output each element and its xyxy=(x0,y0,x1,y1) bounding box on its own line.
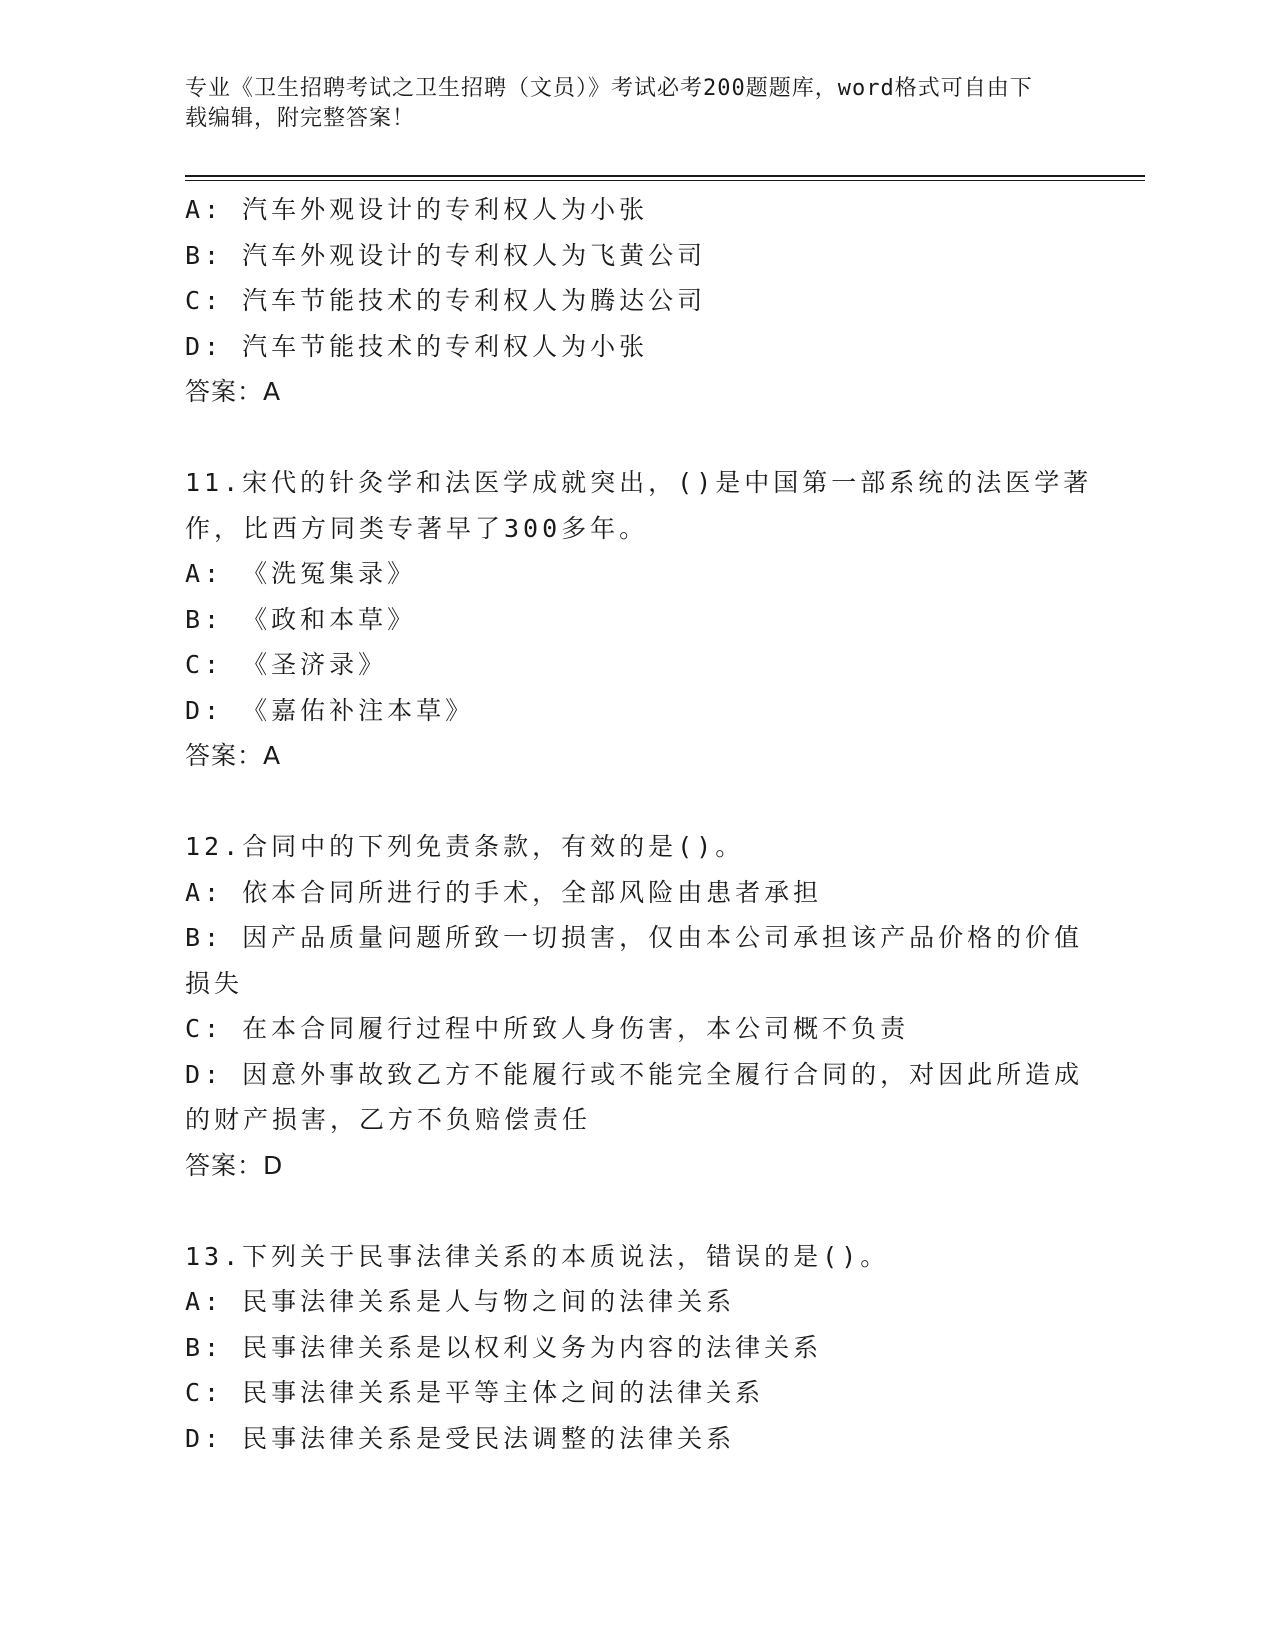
option-c: C: 在本合同履行过程中所致人身伤害，本公司概不负责 xyxy=(185,1014,910,1043)
question-stem: 12.合同中的下列免责条款，有效的是()。 xyxy=(185,832,745,861)
question-stem: 13.下列关于民事法律关系的本质说法，错误的是()。 xyxy=(185,1241,890,1271)
spacer xyxy=(185,1188,1065,1234)
question-12 xyxy=(185,824,1084,1188)
spacer xyxy=(185,779,1065,825)
question-block-previous xyxy=(185,187,1065,415)
answer-line: 答案：A xyxy=(185,377,282,406)
option-c: C: 《圣济录》 xyxy=(185,650,388,679)
option-d: D: 汽车节能技术的专利权人为小张 xyxy=(185,331,649,361)
option-a: A: 汽车外观设计的专利权人为小张 xyxy=(185,195,649,224)
option-b: B: 汽车外观设计的专利权人为飞黄公司 xyxy=(185,240,707,270)
option-d: D: 《嘉佑补注本草》 xyxy=(185,695,475,725)
header-divider-thin xyxy=(185,180,1145,181)
option-d: D: 因意外事故致乙方不能履行或不能完全履行合同的，对因此所造成 xyxy=(185,1059,1084,1089)
answer-line: 答案：A xyxy=(185,741,282,770)
option-a: A: 《洗冤集录》 xyxy=(185,559,417,588)
question-stem-continued: 作，比西方同类专著早了300多年。 xyxy=(185,513,649,543)
option-c: C: 汽车节能技术的专利权人为腾达公司 xyxy=(185,286,707,315)
question-11 xyxy=(185,460,1093,779)
header-divider-thick xyxy=(185,175,1145,177)
option-b: B: 民事法律关系是以权利义务为内容的法律关系 xyxy=(185,1332,823,1362)
option-b: B: 《政和本草》 xyxy=(185,604,417,634)
question-13 xyxy=(185,1234,1065,1462)
question-stem: 11.宋代的针灸学和法医学成就突出，()是中国第一部系统的法医学著 xyxy=(185,468,1093,497)
spacer xyxy=(185,415,1065,461)
option-d-continued: 的财产损害，乙方不负赔偿责任 xyxy=(185,1105,592,1134)
option-b-continued: 损失 xyxy=(185,968,244,998)
question-list xyxy=(185,187,1093,1461)
document-header: 专业《卫生招聘考试之卫生招聘（文员）》考试必考200题题库，word格式可自由下载编辑，附完整答案！ xyxy=(185,76,1033,131)
option-c: C: 民事法律关系是平等主体之间的法律关系 xyxy=(185,1378,765,1407)
option-a: A: 民事法律关系是人与物之间的法律关系 xyxy=(185,1287,736,1316)
option-b: B: 因产品质量问题所致一切损害，仅由本公司承担该产品价格的价值 xyxy=(185,923,1084,952)
option-d: D: 民事法律关系是受民法调整的法律关系 xyxy=(185,1423,736,1453)
option-a: A: 依本合同所进行的手术，全部风险由患者承担 xyxy=(185,877,823,907)
answer-line: 答案：D xyxy=(185,1150,284,1180)
